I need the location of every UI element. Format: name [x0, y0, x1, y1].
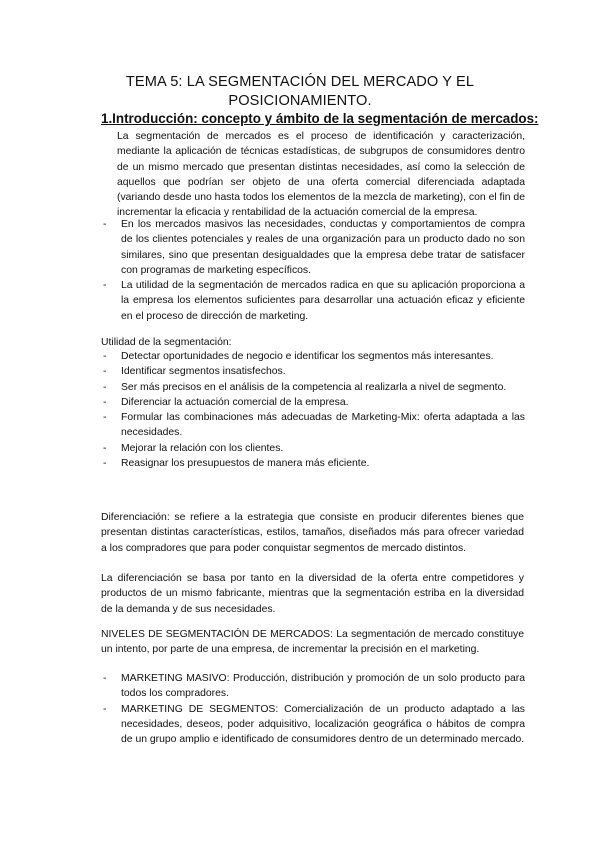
dash-marker: - — [103, 458, 107, 470]
diferenciacion-paragraph-2: La diferenciación se basa por tanto en la diversidad de la oferta entre competidores y productos de un mismo fabricante, mientras que la segmentación estriba en la diversidad de la demanda y de sus necesidades. — [101, 573, 524, 615]
list-item: - Diferenciar la actuación comercial de la empresa. — [121, 395, 525, 410]
utilidad-list — [103, 349, 525, 471]
utilidad-label: Utilidad de la segmentación: — [101, 337, 232, 348]
intro-paragraph: La segmentación de mercados es el proceso de identificación y caracterización, mediante la aplicación de técnicas estadísticas, de subgrupos de consumidores dentro de un mismo mercado que presentan distintas necesidades, así como la selección de aquellos que podrían ser objeto de una oferta comercial diferenciada adaptada (variando desde uno hasta todos los elementos de la mezcla de marketing), con el fin de incrementar la eficacia y rentabilidad de la actuación comercial de la empresa. — [117, 131, 525, 219]
list-item: - Reasignar los presupuestos de manera más eficiente. — [121, 456, 525, 471]
list-item: - Ser más precisos en el análisis de la competencia al realizarla a nivel de segmento. — [121, 380, 525, 395]
list-item: - Detectar oportunidades de negocio e identificar los segmentos más interesantes. — [121, 349, 525, 364]
list-item: - MARKETING MASIVO: Producción, distribución y promoción de un solo producto para todos los compradores. — [103, 673, 525, 700]
list-item: - MARKETING DE SEGMENTOS: Comercialización de un producto adaptado a las necesidades, deseos, poder adquisitivo, localización geográfica o hábitos de compra de un grupo amplio e identificado de consumidores dentro de un determinado mercado. — [103, 703, 525, 746]
dash-marker: - — [103, 703, 107, 715]
list-item: - La utilidad de la segmentación de mercados radica en que su aplicación proporciona a la empresa los elementos suficientes para desarrollar una actuación eficaz y eficiente en el proceso de dirección de marketing. — [103, 280, 525, 322]
intro-bullet-list — [103, 217, 525, 324]
dash-marker: - — [103, 673, 107, 684]
page-title: TEMA 5: LA SEGMENTACIÓN DEL MERCADO Y EL POSICIONAMIENTO. — [125, 74, 475, 109]
dash-marker: - — [103, 396, 107, 408]
list-item: - Mejorar la relación con los clientes. — [121, 441, 525, 456]
dash-marker: - — [103, 351, 107, 362]
list-item: - Identificar segmentos insatisfechos. — [121, 364, 525, 379]
niveles-list — [103, 671, 525, 747]
dash-marker: - — [103, 381, 107, 393]
dash-marker: - — [103, 366, 107, 378]
dash-marker: - — [103, 280, 107, 292]
dash-marker: - — [103, 412, 107, 424]
list-item: - Formular las combinaciones más adecuadas de Marketing-Mix: oferta adaptada a las necesidades. — [103, 412, 525, 439]
niveles-paragraph: NIVELES DE SEGMENTACIÓN DE MERCADOS: La segmentación de mercado constituye un intento, por parte de una empresa, de incrementar la precisión en el marketing. — [101, 629, 524, 656]
dash-marker: - — [103, 442, 107, 454]
section-heading: 1.Introducción: concepto y ámbito de la segmentación de mercados: — [101, 111, 539, 126]
list-item: - En los mercados masivos las necesidades, conductas y comportamientos de compra de los clientes potenciales y reales de una organización para un producto dado no son similares, sino que presentan desigualdades que la empresa debe tratar de satisfacer con programas de marketing específicos. — [103, 219, 525, 276]
diferenciacion-paragraph: Diferenciación: se refiere a la estrategia que consiste en producir diferentes bienes que presentan distintas características, estilos, tamaños, diseñados más para ofrecer variedad a los compradores que para poder conquistar segmentos de mercado distintos. — [101, 512, 524, 554]
dash-marker: - — [103, 219, 107, 230]
